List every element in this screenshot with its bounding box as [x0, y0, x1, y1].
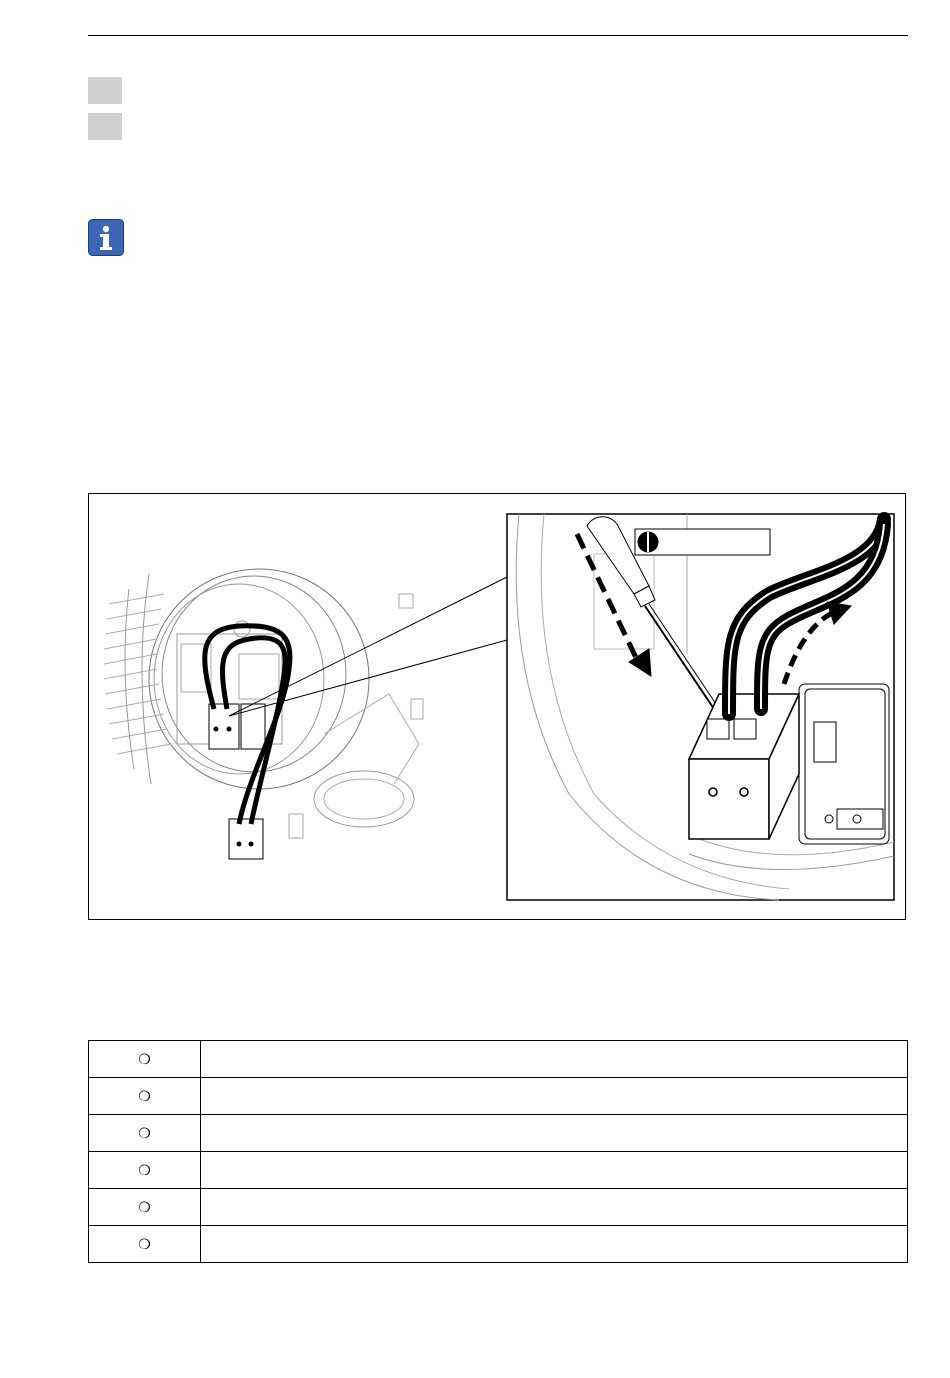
- wiring-figure: [88, 493, 906, 920]
- step-marker-1: [88, 77, 122, 104]
- legend-text: [201, 1078, 908, 1115]
- step-marker-2: [88, 113, 122, 140]
- legend-row: [89, 1226, 908, 1263]
- legend-mark: ❍: [89, 1115, 201, 1152]
- legend-mark: ❍: [89, 1152, 201, 1189]
- legend-text: [201, 1189, 908, 1226]
- legend-row: [89, 1152, 908, 1189]
- info-icon: [88, 219, 124, 256]
- legend-row: [89, 1078, 908, 1115]
- legend-mark: ❍: [89, 1189, 201, 1226]
- housing-overview: [104, 569, 507, 859]
- legend-text: [201, 1152, 908, 1189]
- legend-text: [201, 1041, 908, 1078]
- legend-row: [89, 1189, 908, 1226]
- legend-text: [201, 1226, 908, 1263]
- legend-mark: ❍: [89, 1226, 201, 1263]
- legend-mark: ❍: [89, 1041, 201, 1078]
- legend-row: [89, 1115, 908, 1152]
- legend-row: [89, 1041, 908, 1078]
- legend-table: [88, 1040, 908, 1263]
- legend-mark: ❍: [89, 1078, 201, 1115]
- legend-text: [201, 1115, 908, 1152]
- header-rule: [88, 35, 908, 36]
- terminal-wiring-illustration: [89, 494, 905, 919]
- zoom-panel: [507, 514, 894, 900]
